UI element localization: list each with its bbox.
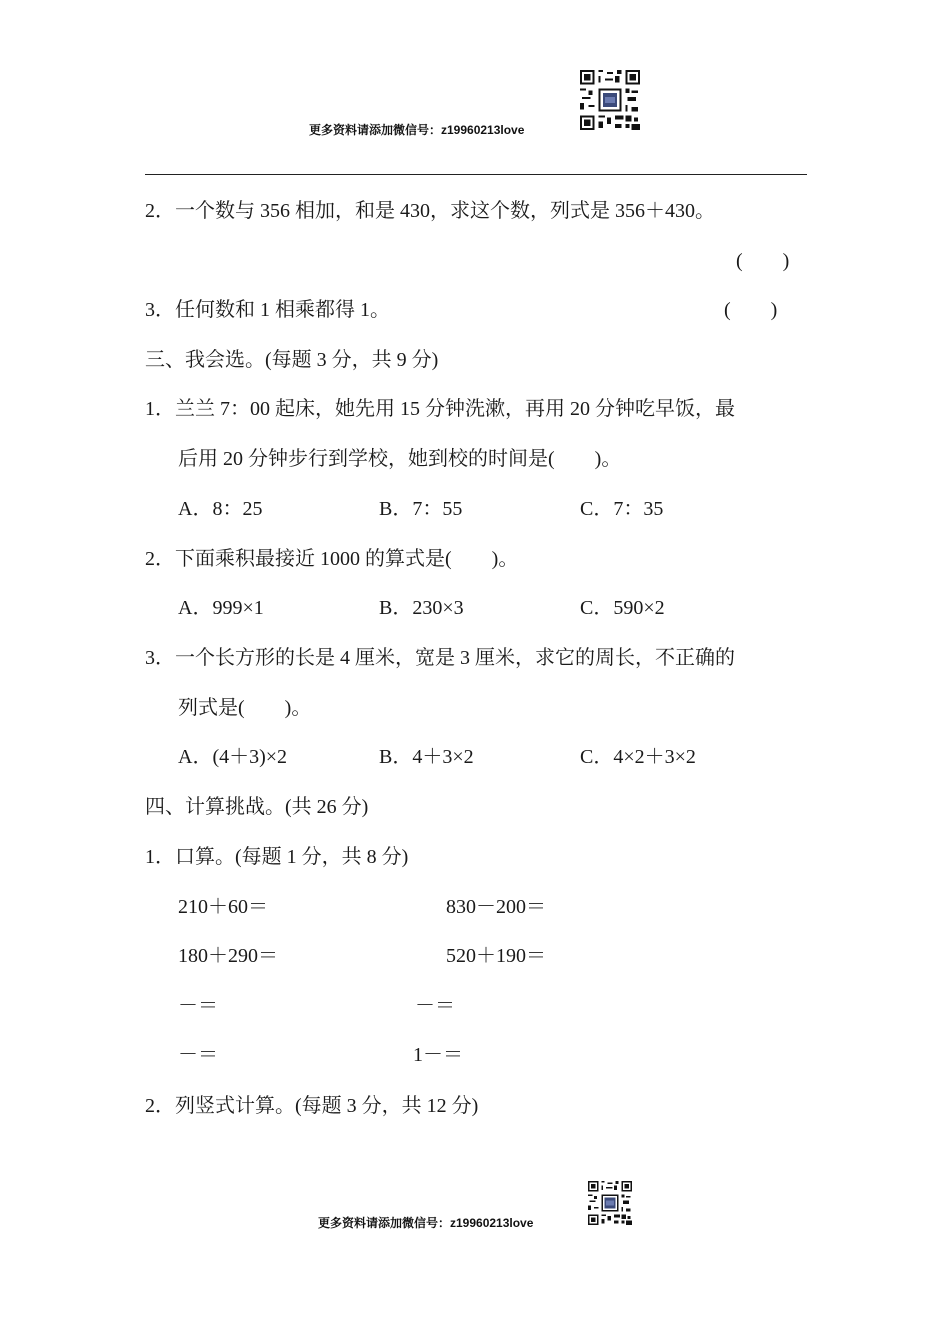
choice-question-3-line-2: 列式是( )。: [178, 697, 312, 719]
choice-question-2-line-1: 2．下面乘积最接近 1000 的算式是( )。: [145, 548, 519, 570]
judge-question-2: 2．一个数与 356 相加，和是 430，求这个数，列式是 356＋430。: [145, 200, 715, 222]
footer-text: 更多资料请添加微信号：z19960213love: [318, 1216, 534, 1230]
judge-question-3-answer-paren: ( ): [724, 299, 778, 321]
choice-question-1-option-a: A．8：25: [178, 498, 263, 520]
oral-calc-item: 180＋290＝: [178, 945, 278, 967]
choice-question-2-option-b: B．230×3: [379, 597, 464, 619]
oral-calc-item: －＝: [178, 1044, 218, 1066]
header-text: 更多资料请添加微信号：z19960213love: [309, 123, 525, 137]
oral-calc-title: 1．口算。(每题 1 分，共 8 分): [145, 846, 409, 868]
judge-question-3: 3．任何数和 1 相乘都得 1。: [145, 299, 390, 321]
oral-calc-item: 1－＝: [413, 1044, 463, 1066]
choice-question-2-option-c: C．590×2: [580, 597, 665, 619]
judge-question-2-answer-paren: ( ): [736, 250, 790, 272]
qr-code-icon: [580, 70, 640, 130]
choice-question-2-option-a: A．999×1: [178, 597, 264, 619]
choice-question-3-line-1: 3．一个长方形的长是 4 厘米，宽是 3 厘米，求它的周长，不正确的: [145, 647, 735, 669]
choice-question-1-option-b: B．7：55: [379, 498, 463, 520]
oral-calc-item: 520＋190＝: [446, 945, 546, 967]
oral-calc-item: 830－200＝: [446, 896, 546, 918]
oral-calc-item: 210＋60＝: [178, 896, 268, 918]
choice-question-1-option-c: C．7：35: [580, 498, 664, 520]
vertical-calc-title: 2．列竖式计算。(每题 3 分，共 12 分): [145, 1095, 479, 1117]
oral-calc-item: －＝: [178, 995, 218, 1017]
section-4-title: 四、计算挑战。(共 26 分): [145, 796, 369, 818]
choice-question-3-option-b: B．4＋3×2: [379, 746, 474, 768]
choice-question-3-option-c: C．4×2＋3×2: [580, 746, 696, 768]
qr-code-icon: [588, 1181, 632, 1225]
section-3-title: 三、我会选。(每题 3 分，共 9 分): [145, 349, 439, 371]
oral-calc-item: －＝: [415, 995, 455, 1017]
choice-question-1-line-1: 1．兰兰 7：00 起床，她先用 15 分钟洗漱，再用 20 分钟吃早饭，最: [145, 398, 735, 420]
choice-question-1-line-2: 后用 20 分钟步行到学校，她到校的时间是( )。: [178, 448, 622, 470]
choice-question-3-option-a: A．(4＋3)×2: [178, 746, 288, 768]
header-divider: [145, 174, 807, 175]
